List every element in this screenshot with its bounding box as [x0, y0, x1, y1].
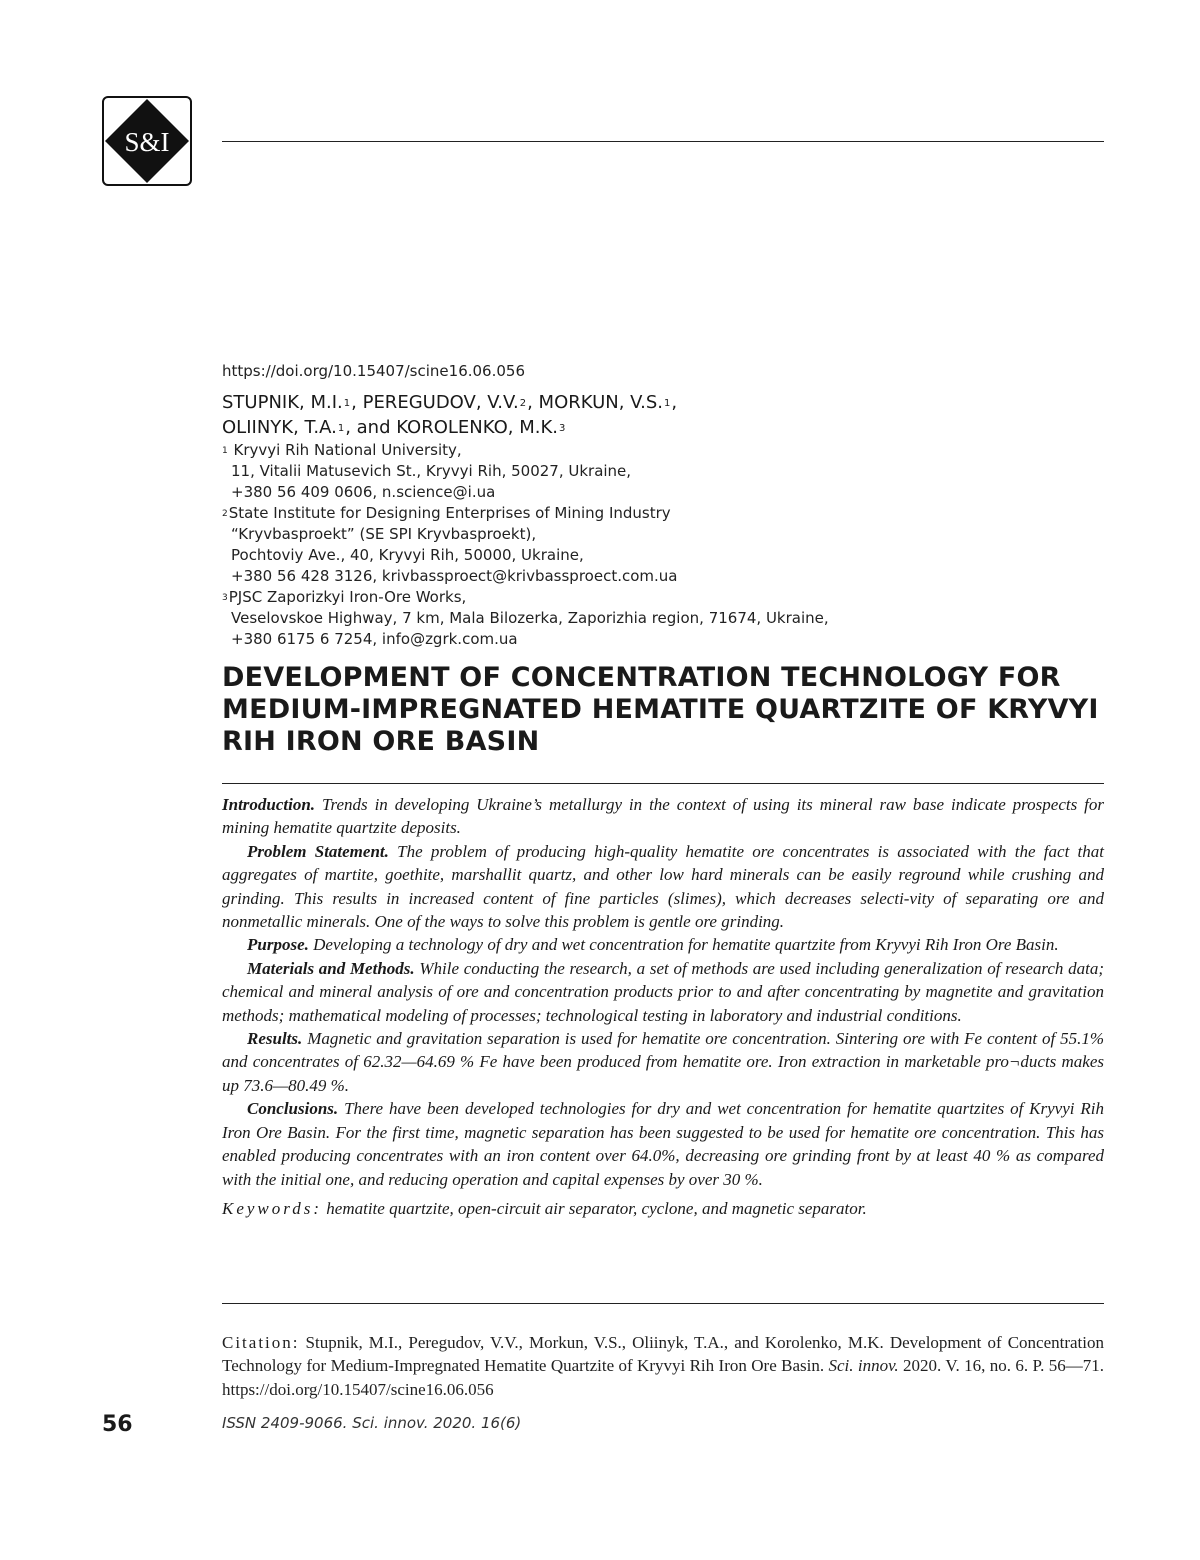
- abstract-text: The problem of producing high-quality hematite ore concentrates is associated with the fact that aggregates of martite, goethite, marshallit quartz, and other low hard minerals can be easily reground while crushing and grinding. This results in increased content of fine particles (slimes), which decreases selecti-vity of separating ore and nonmetallic minerals. One of the ways to solve this problem is gentle ore grinding.: [222, 841, 1104, 932]
- abstract-text: Magnetic and gravitation separation is used for hematite ore concentration. Sintering ore with Fe content of 55.1% and concentrates of 62.32—64.69 % Fe have been produced from hematite ore. Iron extraction in marketable pro¬ducts makes up 73.6—80.49 %.: [222, 1029, 1104, 1095]
- affiliation-line: State Institute for Designing Enterprises of Mining Industry: [228, 504, 671, 522]
- keywords-label: Keywords:: [222, 1198, 323, 1218]
- abstract-text: Developing a technology of dry and wet concentration for hematite quartzite from Kryvyi Rih Iron Ore Basin.: [308, 935, 1059, 955]
- abstract-label: Conclusions.: [247, 1099, 339, 1119]
- affiliation-contact[interactable]: +380 6175 6 7254, info@zgrk.com.ua: [231, 630, 518, 648]
- logo-graphic: [102, 96, 192, 186]
- affiliation-contact[interactable]: +380 56 428 3126, krivbassproect@krivbassproect.com.ua: [231, 567, 678, 585]
- affiliation-3: [222, 587, 1104, 650]
- abstract-label: Results.: [247, 1029, 303, 1049]
- author-name: , PEREGUDOV, V.V.: [351, 392, 519, 413]
- journal-logo: [102, 96, 192, 186]
- header-rule: [222, 141, 1104, 142]
- author-affiliation-sup: 1: [337, 423, 345, 434]
- author-name: , and KOROLENKO, M.K.: [345, 417, 558, 438]
- authors-line-1: [222, 390, 1104, 415]
- abstract-introduction: [222, 793, 1104, 840]
- citation-label: Citation:: [222, 1333, 300, 1352]
- abstract-text: While conducting the research, a set of methods are used including generalization of research data; chemical and mineral analysis of ore and concentration products prior to and after concentrating by magnetite and gravitation methods; mathematical modeling of processes; technological testing in laboratory and industrial conditions.: [222, 958, 1104, 1025]
- affiliation-line: Veselovskoe Highway, 7 km, Mala Bilozerka, Zaporizhia region, 71674, Ukraine,: [231, 609, 829, 627]
- author-affiliation-sup: 3: [558, 423, 566, 434]
- abstract-rule-top: [222, 783, 1104, 784]
- affiliation-line: “Kryvbasproekt” (SE SPI Kryvbasproekt),: [231, 525, 537, 543]
- keywords-text: hematite quartzite, open-circuit air separator, cyclone, and magnetic separator.: [322, 1198, 867, 1218]
- author-name: STUPNIK, M.I.: [222, 392, 343, 413]
- front-matter: [222, 362, 1104, 650]
- author-affiliation-sup: 2: [519, 398, 527, 409]
- abstract: [222, 793, 1104, 1220]
- affiliation-number: 3: [222, 593, 228, 603]
- author-name: , MORKUN, V.S.: [527, 392, 664, 413]
- keywords: [222, 1197, 1104, 1220]
- abstract-purpose: [222, 933, 1104, 956]
- abstract-text: Trends in developing Ukraine’s metallurgy in the context of using its mineral raw base indicate prospects for mining hematite quartzite deposits.: [222, 795, 1104, 838]
- footer-journal-info: ISSN 2409-9066. Sci. innov. 2020. 16(6): [222, 1414, 522, 1432]
- affiliation-line: PJSC Zaporizkyi Iron-Ore Works,: [228, 588, 467, 606]
- affiliation-line: Kryvyi Rih National University,: [233, 441, 462, 459]
- citation-text: Stupnik, M.I., Peregudov, V.V., Morkun, V.S., Oliinyk, T.A., and Korolenko, M.K. Development of Concentration Technology for Medium-Impregnated Hematite Quartzite of Kryvyi Rih Iron Ore Basin.: [222, 1333, 1104, 1376]
- abstract-label: Introduction.: [222, 795, 316, 814]
- citation-journal: Sci. innov.: [828, 1356, 899, 1376]
- abstract-conclusions: [222, 1097, 1104, 1191]
- abstract-label: Problem Statement.: [247, 841, 389, 861]
- abstract-rule-bottom: [222, 1303, 1104, 1304]
- affiliation-line: 11, Vitalii Matusevich St., Kryvyi Rih, 50027, Ukraine,: [231, 462, 632, 480]
- logo-text: S&I: [124, 127, 170, 157]
- author-affiliation-sup: 1: [664, 398, 671, 409]
- authors-line-2: [222, 415, 1104, 440]
- affiliation-number: 2: [222, 509, 228, 519]
- abstract-label: Purpose.: [247, 935, 309, 955]
- affiliation-number: 1: [222, 446, 228, 456]
- affiliation-1: [222, 440, 1104, 503]
- author-affiliation-sup: 1: [343, 398, 351, 409]
- abstract-materials-methods: [222, 957, 1104, 1027]
- affiliation-2: [222, 503, 1104, 587]
- citation-tail[interactable]: 2020. V. 16, no. 6. P. 56—71. https://doi.org/10.15407/scine16.06.056: [222, 1356, 1104, 1399]
- abstract-results: [222, 1027, 1104, 1097]
- citation: [222, 1331, 1104, 1401]
- page-number: 56: [102, 1412, 133, 1437]
- article-title: DEVELOPMENT OF CONCENTRATION TECHNOLOGY FOR MEDIUM-IMPREGNATED HEMATITE QUARTZITE OF KRYVYI RIH IRON ORE BASIN: [222, 662, 1099, 757]
- affiliation-contact[interactable]: +380 56 409 0606, n.science@i.ua: [231, 483, 496, 501]
- author-name: OLIINYK, T.A.: [222, 417, 337, 438]
- affiliation-line: Pochtoviy Ave., 40, Kryvyi Rih, 50000, Ukraine,: [231, 546, 584, 564]
- abstract-problem-statement: [222, 840, 1104, 934]
- abstract-label: Materials and Methods.: [247, 958, 415, 978]
- author-separator: ,: [671, 392, 678, 413]
- abstract-text: There have been developed technologies for dry and wet concentration for hematite quartzites of Kryvyi Rih Iron Ore Basin. For the first time, magnetic separation has been suggested to be used for hematite ore concentration. This has enabled producing concentrates with an iron content over 64.0%, decreasing ore grinding front by at least 40 % as compared with the initial one, and reducing operation and capital expenses by over 30 %.: [222, 1099, 1104, 1189]
- doi-link[interactable]: https://doi.org/10.15407/scine16.06.056: [222, 362, 525, 380]
